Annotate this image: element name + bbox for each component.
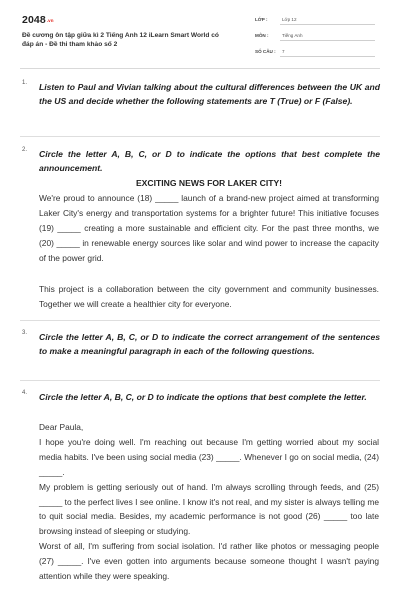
question-divider [20,380,380,381]
question-3 [20,330,380,374]
meta-subject-label: MÔN : [255,33,269,38]
question-number: 2. [22,147,28,153]
question-number: 4. [22,390,28,396]
question-divider [20,320,380,321]
site-logo[interactable] [22,14,54,26]
letter-paragraph-3: Worst of all, I'm suffering from social isolation. I'd rather like photos or messaging people (27) _____. I've even gotten into arguments because someone thought I wasn't paying attention while they were speaking. [39,541,379,582]
meta-subject-line [280,40,375,41]
question-1 [20,80,380,120]
question-2 [20,147,380,181]
question-number: 3. [22,330,28,336]
article-paragraph-2 [39,282,379,312]
document-title: Đề cương ôn tập giữa kì 2 Tiếng Anh 12 iLearn Smart World có đáp án - Đề thi tham khảo số 2 [22,32,219,49]
article-paragraph-1 [39,191,379,266]
question-instruction: Circle the letter A, B, C, or D to indicate the options that best complete the letter. [39,392,367,402]
meta-count-value: 7 [282,49,285,54]
question-divider [20,136,380,137]
question-instruction: Listen to Paul and Vivian talking about the cultural differences between the UK and the US and decide whether the following statements are T (True) or F (False). [39,82,380,106]
meta-count [255,47,375,57]
article-paragraph-text: We're proud to announce (18) _____ launch of a brand-new project aimed at transforming Laker City's energy and transportation systems for a brighter future! This initiative focuses (19) _____ creating a more sustainable and efficient city. For the past three months, we (20) _____ in renewable energy sources like solar and wind power to increase the capacity of the power grid. [39,193,379,263]
logo-suffix: .vn [46,18,54,23]
letter-paragraph-2: My problem is getting seriously out of hand. I'm always scrolling through feeds, and (25) _____ to the perfect lives I see online. I know it's not real, and my sister is always telling me to quit social media. Besides, my academic performance is not good (26) _____ too late browsing instead of sleeping or studying. [39,481,379,537]
meta-subject [255,31,375,41]
page-header [0,0,400,66]
article-paragraph-text: This project is a collaboration between the city government and community businesses. Together we will create a healthier city for everyone. [39,284,379,309]
letter-greeting: Dear Paula, [39,422,84,432]
meta-class [255,15,375,25]
header-divider [20,68,380,69]
meta-class-label: LỚP : [255,17,268,22]
question-number: 1. [22,80,28,86]
logo-text: 2048 [22,14,46,26]
meta-count-label: SỐ CÂU : [255,49,276,54]
meta-count-line [280,56,375,57]
letter-paragraph-1: I hope you're doing well. I'm reaching out because I'm getting worried about my social media habits. I've been using social media (23) _____. Whenever I go on social media, (24) _____. [39,436,379,477]
question-4 [20,390,380,420]
question-instruction: Circle the letter A, B, C, or D to indicate the options that best complete the announcement. [39,149,380,173]
meta-class-line [280,24,375,25]
article-title: EXCITING NEWS FOR LAKER CITY! [135,178,283,188]
meta-class-value: Lớp 12 [282,17,297,22]
question-instruction: Circle the letter A, B, C, or D to indicate the correct arrangement of the sentences to make a meaningful paragraph in each of the following questions. [39,332,380,356]
meta-subject-value: Tiếng Anh [282,33,303,38]
letter-body [39,420,379,584]
